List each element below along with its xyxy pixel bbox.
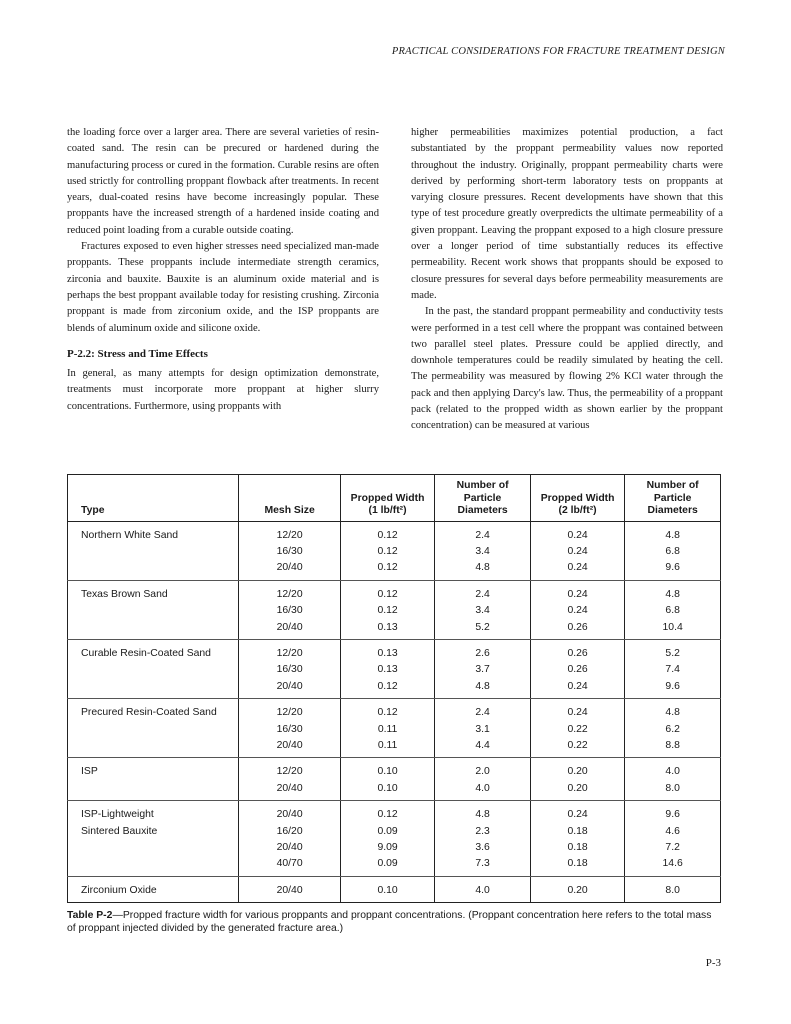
cell-mesh-size: 16/30 bbox=[239, 603, 340, 619]
body-paragraph: In the past, the standard proppant permeability and conductivity tests were performed in a test cell where the proppant was contained between two parallel steel plates. Pressure could be applied directly, and downhole temperatures could be readily simulated by heating the cell. The permeability was measured by flowing 2% KCl water through the pack and then applying Darcy's law. Thus, the permeability of a proppant pack (related to the propped width as shown earlier by the proppant concentration) can be measured at various bbox=[411, 306, 723, 432]
cell-mesh-size: 40/70 bbox=[239, 856, 340, 876]
cell-type bbox=[68, 840, 239, 856]
cell-particle-diameters-2: 9.6 bbox=[625, 801, 721, 824]
cell-particle-diameters-2: 4.6 bbox=[625, 824, 721, 840]
cell-type: ISP bbox=[81, 766, 98, 778]
cell-particle-diameters-1: 4.8 bbox=[435, 679, 531, 699]
cell-mesh-size: 20/40 bbox=[239, 560, 340, 580]
cell-propped-width-2: 0.24 bbox=[530, 521, 624, 544]
cell-mesh-size: 12/20 bbox=[239, 521, 340, 544]
header-mesh-size: Mesh Size bbox=[239, 475, 340, 522]
cell-particle-diameters-1: 4.4 bbox=[435, 738, 531, 758]
table-body bbox=[68, 521, 721, 903]
table-row bbox=[68, 662, 721, 678]
cell-propped-width-2: 0.26 bbox=[530, 662, 624, 678]
cell-mesh-size: 12/20 bbox=[239, 580, 340, 603]
cell-particle-diameters-1: 2.4 bbox=[435, 580, 531, 603]
cell-particle-diameters-2: 14.6 bbox=[625, 856, 721, 876]
cell-particle-diameters-1: 3.4 bbox=[435, 603, 531, 619]
table-row bbox=[68, 876, 721, 902]
cell-type: ISP-Lightweight bbox=[81, 809, 154, 821]
cell-particle-diameters-2: 6.8 bbox=[625, 544, 721, 560]
right-column bbox=[411, 125, 723, 435]
cell-propped-width-1: 0.13 bbox=[340, 662, 434, 678]
body-paragraph: In general, as many attempts for design optimization demonstrate, treatments must incorporate more proppant at higher slurry concentrations. Furthermore, using proppants with bbox=[67, 368, 379, 412]
cell-particle-diameters-2: 8.8 bbox=[625, 738, 721, 758]
cell-particle-diameters-1: 2.6 bbox=[435, 639, 531, 662]
cell-particle-diameters-2: 8.0 bbox=[625, 781, 721, 801]
table-row bbox=[68, 781, 721, 801]
cell-particle-diameters-2: 6.2 bbox=[625, 722, 721, 738]
table-row bbox=[68, 620, 721, 640]
cell-mesh-size: 20/40 bbox=[239, 876, 340, 902]
cell-propped-width-1: 0.12 bbox=[340, 679, 434, 699]
cell-type: Curable Resin-Coated Sand bbox=[81, 647, 211, 659]
table-row bbox=[68, 758, 721, 781]
caption-label: Table P-2 bbox=[67, 910, 113, 922]
cell-propped-width-1: 0.10 bbox=[340, 876, 434, 902]
running-head: PRACTICAL CONSIDERATIONS FOR FRACTURE TREATMENT DESIGN bbox=[391, 46, 725, 57]
cell-particle-diameters-2: 8.0 bbox=[625, 876, 721, 902]
cell-propped-width-1: 0.12 bbox=[340, 521, 434, 544]
cell-particle-diameters-1: 2.3 bbox=[435, 824, 531, 840]
cell-particle-diameters-1: 7.3 bbox=[435, 856, 531, 876]
cell-particle-diameters-2: 9.6 bbox=[625, 679, 721, 699]
header-particle-diameters-2: Number of Particle Diameters bbox=[625, 475, 721, 522]
cell-propped-width-2: 0.20 bbox=[530, 781, 624, 801]
header-particle-diameters-1: Number of Particle Diameters bbox=[435, 475, 531, 522]
cell-particle-diameters-1: 4.0 bbox=[435, 876, 531, 902]
cell-propped-width-2: 0.18 bbox=[530, 840, 624, 856]
cell-type bbox=[68, 560, 239, 580]
cell-propped-width-2: 0.20 bbox=[530, 758, 624, 781]
cell-type bbox=[68, 603, 239, 619]
left-column bbox=[67, 125, 379, 415]
cell-propped-width-1: 0.12 bbox=[340, 544, 434, 560]
cell-propped-width-1: 0.12 bbox=[340, 603, 434, 619]
cell-mesh-size: 16/30 bbox=[239, 722, 340, 738]
cell-propped-width-2: 0.26 bbox=[530, 620, 624, 640]
proppant-table-block bbox=[67, 474, 721, 935]
cell-particle-diameters-1: 4.8 bbox=[435, 560, 531, 580]
cell-mesh-size: 20/40 bbox=[239, 781, 340, 801]
cell-type: Northern White Sand bbox=[81, 529, 179, 541]
table-row bbox=[68, 738, 721, 758]
cell-propped-width-2: 0.18 bbox=[530, 856, 624, 876]
table-row bbox=[68, 560, 721, 580]
header-propped-width-2: Propped Width (2 lb/ft²) bbox=[530, 475, 624, 522]
body-paragraph: the loading force over a larger area. There are several varieties of resin-coated sand. The resin can be precured or hardened during the manufacturing process or cured in the formation. Curable resins are often used strictly for controlling proppant flowback after treatments. In recent years, dual-coated resins have become increasingly popular. These proppants have the increased strength of a hardened inside coating and reduced point loading from a curable outside coating. bbox=[67, 127, 379, 236]
cell-type bbox=[68, 781, 239, 801]
cell-propped-width-1: 0.13 bbox=[340, 639, 434, 662]
section-subheading: P-2.2: Stress and Time Effects bbox=[67, 347, 208, 360]
cell-propped-width-2: 0.24 bbox=[530, 580, 624, 603]
table-row bbox=[68, 521, 721, 544]
table-row bbox=[68, 856, 721, 876]
cell-propped-width-1: 0.09 bbox=[340, 856, 434, 876]
cell-type: Precured Resin-Coated Sand bbox=[81, 707, 217, 719]
table-row bbox=[68, 699, 721, 722]
cell-particle-diameters-2: 4.8 bbox=[625, 699, 721, 722]
cell-mesh-size: 12/20 bbox=[239, 639, 340, 662]
table-row bbox=[68, 840, 721, 856]
cell-mesh-size: 12/20 bbox=[239, 699, 340, 722]
cell-mesh-size: 20/40 bbox=[239, 801, 340, 824]
cell-type bbox=[68, 620, 239, 640]
cell-propped-width-2: 0.22 bbox=[530, 738, 624, 758]
cell-propped-width-1: 0.12 bbox=[340, 580, 434, 603]
cell-type bbox=[68, 544, 239, 560]
cell-propped-width-1: 0.09 bbox=[340, 824, 434, 840]
cell-particle-diameters-1: 5.2 bbox=[435, 620, 531, 640]
cell-propped-width-2: 0.24 bbox=[530, 699, 624, 722]
cell-particle-diameters-2: 4.8 bbox=[625, 521, 721, 544]
cell-type bbox=[68, 722, 239, 738]
cell-mesh-size: 16/30 bbox=[239, 544, 340, 560]
proppant-width-table bbox=[67, 474, 721, 903]
cell-mesh-size: 12/20 bbox=[239, 758, 340, 781]
cell-propped-width-1: 0.10 bbox=[340, 758, 434, 781]
cell-particle-diameters-1: 3.1 bbox=[435, 722, 531, 738]
cell-propped-width-1: 0.10 bbox=[340, 781, 434, 801]
cell-particle-diameters-1: 2.4 bbox=[435, 521, 531, 544]
cell-type bbox=[68, 738, 239, 758]
cell-propped-width-2: 0.24 bbox=[530, 544, 624, 560]
cell-particle-diameters-2: 7.2 bbox=[625, 840, 721, 856]
cell-propped-width-1: 0.11 bbox=[340, 738, 434, 758]
caption-text: —Propped fracture width for various proppants and proppant concentrations. (Proppant concentration here refers to the total mass of proppant injected divided by the generated fracture area.) bbox=[67, 910, 712, 935]
table-row bbox=[68, 603, 721, 619]
cell-mesh-size: 16/30 bbox=[239, 662, 340, 678]
cell-propped-width-2: 0.20 bbox=[530, 876, 624, 902]
cell-type bbox=[68, 856, 239, 876]
cell-particle-diameters-2: 7.4 bbox=[625, 662, 721, 678]
cell-propped-width-2: 0.22 bbox=[530, 722, 624, 738]
cell-mesh-size: 20/40 bbox=[239, 840, 340, 856]
cell-propped-width-1: 0.12 bbox=[340, 560, 434, 580]
cell-propped-width-1: 0.13 bbox=[340, 620, 434, 640]
cell-particle-diameters-2: 9.6 bbox=[625, 560, 721, 580]
table-row bbox=[68, 580, 721, 603]
table-row bbox=[68, 639, 721, 662]
cell-particle-diameters-1: 4.0 bbox=[435, 781, 531, 801]
cell-particle-diameters-2: 6.8 bbox=[625, 603, 721, 619]
table-row bbox=[68, 679, 721, 699]
cell-particle-diameters-1: 3.6 bbox=[435, 840, 531, 856]
cell-propped-width-1: 0.12 bbox=[340, 699, 434, 722]
table-header-row bbox=[68, 475, 721, 522]
table-row bbox=[68, 801, 721, 824]
cell-mesh-size: 20/40 bbox=[239, 620, 340, 640]
cell-particle-diameters-1: 3.4 bbox=[435, 544, 531, 560]
cell-type bbox=[68, 662, 239, 678]
cell-type bbox=[68, 679, 239, 699]
cell-propped-width-2: 0.24 bbox=[530, 679, 624, 699]
table-row bbox=[68, 722, 721, 738]
cell-propped-width-2: 0.24 bbox=[530, 560, 624, 580]
cell-type: Zirconium Oxide bbox=[81, 884, 157, 896]
cell-type: Texas Brown Sand bbox=[81, 588, 168, 600]
header-type: Type bbox=[68, 475, 239, 522]
table-row bbox=[68, 544, 721, 560]
cell-propped-width-2: 0.24 bbox=[530, 603, 624, 619]
cell-particle-diameters-1: 3.7 bbox=[435, 662, 531, 678]
cell-particle-diameters-2: 4.8 bbox=[625, 580, 721, 603]
cell-particle-diameters-2: 5.2 bbox=[625, 639, 721, 662]
cell-propped-width-2: 0.24 bbox=[530, 801, 624, 824]
cell-particle-diameters-2: 10.4 bbox=[625, 620, 721, 640]
cell-particle-diameters-1: 2.4 bbox=[435, 699, 531, 722]
page-number: P-3 bbox=[705, 957, 721, 969]
table-caption bbox=[67, 909, 721, 935]
cell-particle-diameters-1: 4.8 bbox=[435, 801, 531, 824]
cell-propped-width-2: 0.18 bbox=[530, 824, 624, 840]
cell-propped-width-1: 9.09 bbox=[340, 840, 434, 856]
body-paragraph: higher permeabilities maximizes potential production, a fact substantiated by the proppant permeability values now reported throughout the industry. Originally, proppant permeability charts were derived by performing short-term laboratory tests on proppants at varying closure pressures. Recent developments have shown that this type of test procedure greatly overpredicts the ultimate permeability of a given proppant. Leaving the proppant exposed to a high closure pressure over a longer period of time substantially reduces its effective permeability. Recent work shows that proppants should be exposed to closure pressures for several days before permeability measurements are made. bbox=[411, 127, 723, 301]
header-propped-width-1: Propped Width (1 lb/ft²) bbox=[340, 475, 434, 522]
cell-mesh-size: 20/40 bbox=[239, 679, 340, 699]
cell-propped-width-2: 0.26 bbox=[530, 639, 624, 662]
table-row bbox=[68, 824, 721, 840]
cell-mesh-size: 16/20 bbox=[239, 824, 340, 840]
cell-particle-diameters-2: 4.0 bbox=[625, 758, 721, 781]
cell-propped-width-1: 0.11 bbox=[340, 722, 434, 738]
cell-mesh-size: 20/40 bbox=[239, 738, 340, 758]
cell-type: Sintered Bauxite bbox=[81, 825, 158, 837]
body-paragraph: Fractures exposed to even higher stresses need specialized man-made proppants. These proppants include intermediate strength ceramics, zirconia and bauxite. Bauxite is an aluminum oxide material and is perhaps the best proppant available today for resisting crushing. Zirconia proppant is made from zirconium oxide, and the ISP proppants are blends of aluminum oxide and silicone oxide. bbox=[67, 241, 379, 334]
cell-propped-width-1: 0.12 bbox=[340, 801, 434, 824]
cell-particle-diameters-1: 2.0 bbox=[435, 758, 531, 781]
